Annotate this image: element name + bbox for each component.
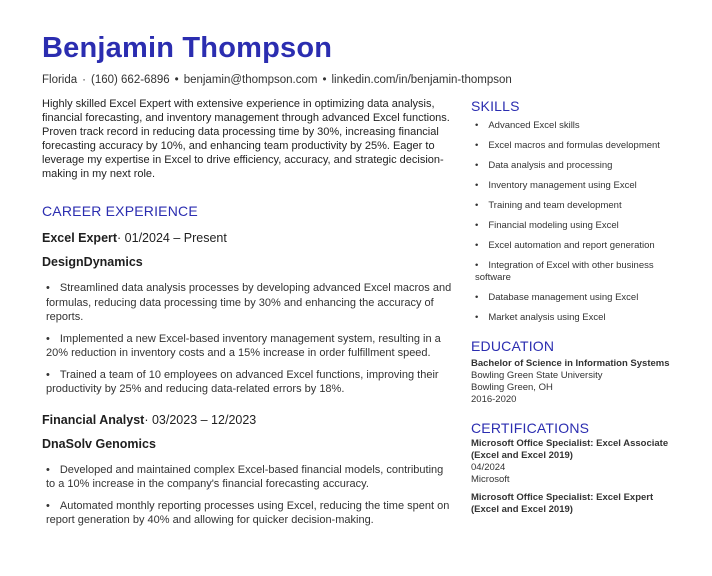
job-bullets [42,463,454,528]
skills-list [471,120,671,324]
education-dates: 2016-2020 [471,394,517,405]
email[interactable]: benjamin@thompson.com [183,74,318,86]
skill-item: • Data analysis and processing [475,160,613,171]
job-bullet: • Implemented a new Excel-based inventory management system, resulting in a 20% reduction in inventory costs and a 15% increase in order fulfillment speed. [46,332,441,359]
job-heading [42,413,454,427]
school-location: Bowling Green, OH [471,382,553,393]
certification-entry [471,492,671,516]
job-bullet: • Streamlined data analysis processes by developing advanced Excel macros and formulas, reducing data processing time by 30% and enhancing the accuracy of reports. [46,282,452,323]
summary: Highly skilled Excel Expert with extensive experience in optimizing data analysis, financial forecasting, and inventory management through advanced Excel functions. Proven track record in reducing data processing time by 30%, increasing financial forecasting accuracy by 10%, and enhancing team productivity by 25%. Eager to leverage my expertise in Excel to drive efficiency, accuracy, and strategic decision-making in my next role. [42,98,450,180]
education-title: EDUCATION [471,338,555,354]
skill-item: • Training and team development [475,200,622,211]
certification-name: Microsoft Office Specialist: Excel Associate (Excel and Excel 2019) [471,438,669,461]
job-dates: · 03/2023 – 12/2023 [144,412,257,427]
skill-item: • Inventory management using Excel [475,180,637,191]
contact-line: Florida · (160) 662-6896 • benjamin@thompson.com • linkedin.com/in/benjamin-thompson [42,74,512,86]
skill-item: • Advanced Excel skills [475,120,580,131]
company-name: DnaSolv Genomics [42,436,156,451]
certifications-title: CERTIFICATIONS [471,420,590,436]
skill-item: • Financial modeling using Excel [475,220,619,231]
linkedin-link[interactable]: linkedin.com/in/benjamin-thompson [331,74,512,86]
location: Florida [42,74,78,86]
job-bullet: • Trained a team of 10 employees on advanced Excel functions, improving their productivity by 25% and reducing data-related errors by 18%. [46,368,439,395]
skill-item: • Database management using Excel [475,292,639,303]
phone: (160) 662-6896 [91,74,170,86]
job-entry [42,413,454,528]
job-role: Financial Analyst [42,412,145,427]
certification-entry [471,438,671,486]
experience-title: CAREER EXPERIENCE [42,203,198,219]
skill-item: • Excel automation and report generation [475,240,655,251]
skill-item: • Market analysis using Excel [475,312,606,323]
company-name: DesignDynamics [42,255,143,269]
education-entry [471,358,671,406]
skills-title: SKILLS [471,98,520,114]
skill-item: • Integration of Excel with other business software [475,260,654,283]
job-bullets [42,281,454,397]
job-role: Excel Expert [42,231,118,245]
certification-date: 04/2024 [471,462,506,473]
job-dates: · 01/2024 – Present [117,231,227,245]
job-bullet: • Automated monthly reporting processes using Excel, reducing the time spent on report generation by 40% and allowing for quicker decision-making. [46,499,450,526]
degree: Bachelor of Science in Information Systems [471,358,670,369]
job-heading [42,231,454,245]
certification-issuer: Microsoft [471,474,510,485]
main-column [42,97,454,535]
skill-item: • Excel macros and formulas development [475,140,660,151]
side-column [471,98,671,522]
school: Bowling Green State University [471,370,603,381]
job-bullet: • Developed and maintained complex Excel-based financial models, contributing to a 10% increase in the company's financial forecasting accuracy. [46,463,444,490]
certification-name: Microsoft Office Specialist: Excel Expert (Excel and Excel 2019) [471,492,654,515]
job-entry [42,231,454,397]
candidate-name: Benjamin Thompson [42,32,333,64]
